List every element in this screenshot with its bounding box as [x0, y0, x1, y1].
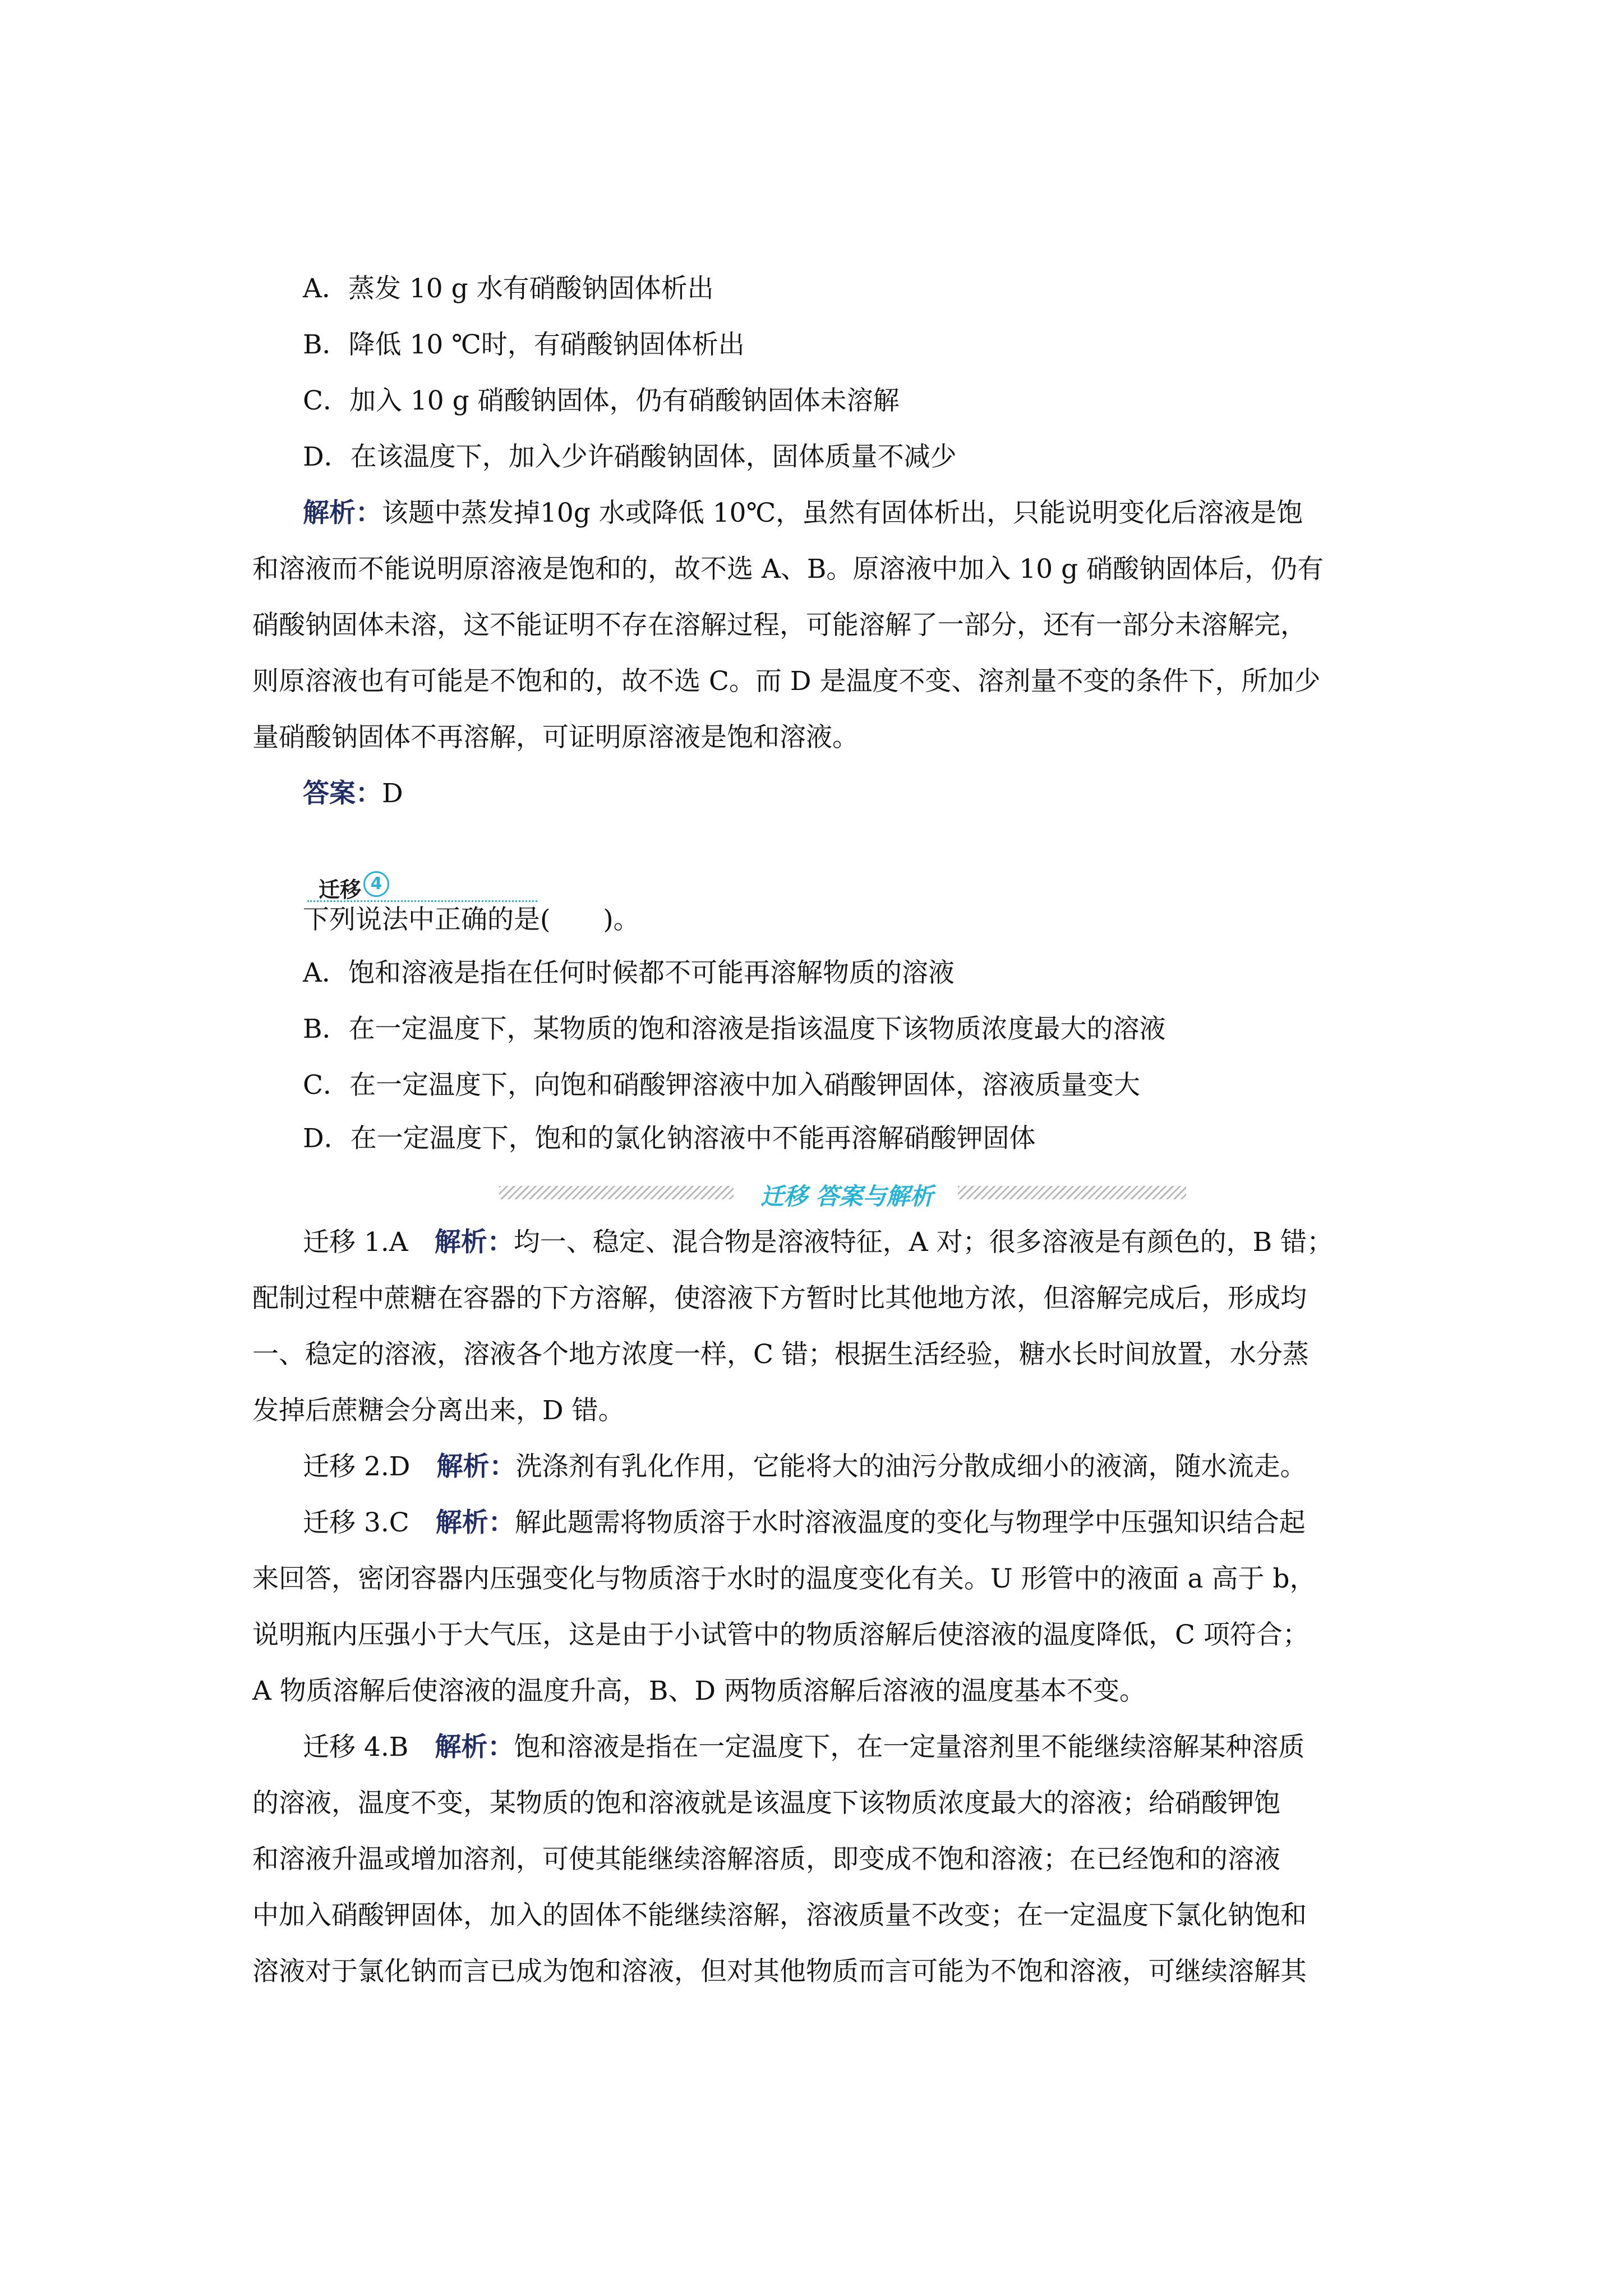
- dotted-underline: [307, 900, 537, 902]
- transfer-header-label: 迁移: [319, 877, 362, 902]
- analysis-line: 量硝酸钠固体不再溶解，可证明原溶液是饱和溶液。: [252, 722, 859, 753]
- answer-label: 迁移 2.D: [303, 1451, 411, 1482]
- answer-line: 一、稳定的溶液，溶液各个地方浓度一样，C 错；根据生活经验，糖水长时间放置，水分蒸: [252, 1339, 1309, 1370]
- answer-line: 发掉后蔗糖会分离出来，D 错。: [252, 1395, 625, 1426]
- transfer-header: [307, 872, 537, 901]
- analysis-tag: 解析：: [434, 1227, 514, 1258]
- answer-text: 解此题需将物质溶于水时溶液温度的变化与物理学中压强知识结合起: [514, 1507, 1306, 1538]
- option-a: A．蒸发 10 g 水有硝酸钠固体析出: [303, 273, 714, 304]
- analysis-text: 该题中蒸发掉10g 水或降低 10℃，虽然有固体析出，只能说明变化后溶液是饱: [382, 498, 1303, 528]
- option-c: C．加入 10 g 硝酸钠固体，仍有硝酸钠固体未溶解: [303, 385, 900, 416]
- analysis-line: 硝酸钠固体未溶，这不能证明不存在溶解过程，可能溶解了一部分，还有一部分未溶解完，: [252, 610, 1307, 641]
- analysis-first-line: [303, 496, 1303, 530]
- answer-line: 配制过程中蔗糖在容器的下方溶解，使溶液下方暂时比其他地方浓，但溶解完成后，形成均: [252, 1283, 1307, 1314]
- answer-label: 迁移 3.C: [303, 1507, 409, 1538]
- option-b: B．在一定温度下，某物质的饱和溶液是指该温度下该物质浓度最大的溶液: [303, 1014, 1166, 1045]
- answer-value: D: [382, 778, 403, 809]
- option-d: D．在一定温度下，饱和的氯化钠溶液中不能再溶解硝酸钾固体: [303, 1123, 1036, 1154]
- answer-text: 均一、稳定、混合物是溶液特征，A 对；很多溶液是有颜色的，B 错；: [513, 1227, 1334, 1258]
- banner-title: 迁移 答案与解析: [760, 1182, 934, 1210]
- analysis-tag: 解析：: [435, 1732, 514, 1763]
- answer-line: 中加入硝酸钾固体，加入的固体不能继续溶解，溶液质量不改变；在一定温度下氯化钠饱和: [252, 1900, 1307, 1931]
- option-a: A．饱和溶液是指在任何时候都不可能再溶解物质的溶液: [303, 958, 955, 988]
- answer-line: 和溶液升温或增加溶剂，可使其能继续溶解溶质，即变成不饱和溶液；在已经饱和的溶液: [252, 1844, 1280, 1875]
- option-c: C．在一定温度下，向饱和硝酸钾溶液中加入硝酸钾固体，溶液质量变大: [303, 1070, 1140, 1101]
- analysis-line: 和溶液而不能说明原溶液是饱和的，故不选 A、B。原溶液中加入 10 g 硝酸钠固体后，仍有: [252, 554, 1324, 585]
- answer-label: 迁移 1.A: [303, 1227, 408, 1258]
- answers-section-banner: [499, 1178, 1186, 1212]
- answer-line: 溶液对于氯化钠而言已成为饱和溶液，但对其他物质而言可能为不饱和溶液，可继续溶解其: [252, 1956, 1307, 1987]
- analysis-line: 则原溶液也有可能是不饱和的，故不选 C。而 D 是温度不变、溶剂量不变的条件下，所加少: [252, 666, 1321, 697]
- option-d: D．在该温度下，加入少许硝酸钠固体，固体质量不减少: [303, 441, 957, 472]
- answer-line: A 物质溶解后使溶液的温度升高，B、D 两物质溶解后溶液的温度基本不变。: [252, 1676, 1146, 1706]
- answer-label: 迁移 4.B: [303, 1732, 409, 1763]
- banner-hatch-right: [958, 1186, 1186, 1199]
- answer-line: [303, 777, 403, 811]
- answer-2-line: [303, 1450, 1306, 1484]
- transfer-header-number: 4: [363, 871, 389, 897]
- answer-4-first-line: [303, 1731, 1304, 1764]
- answer-line: 来回答，密闭容器内压强变化与物质溶于水时的温度变化有关。U 形管中的液面 a 高于 b，: [252, 1563, 1316, 1594]
- answer-tag: 答案：: [303, 778, 382, 809]
- answer-line: 说明瓶内压强小于大气压，这是由于小试管中的物质溶解后使溶液的温度降低，C 项符合；: [252, 1619, 1309, 1650]
- analysis-tag: 解析：: [435, 1507, 515, 1538]
- question-stem: 下列说法中正确的是( )。: [303, 904, 640, 935]
- banner-hatch-left: [499, 1186, 734, 1199]
- option-b: B．降低 10 ℃时，有硝酸钠固体析出: [303, 329, 745, 360]
- answer-text: 饱和溶液是指在一定温度下，在一定量溶剂里不能继续溶解某种溶质: [514, 1732, 1305, 1763]
- answer-line: 的溶液，温度不变，某物质的饱和溶液就是该温度下该物质浓度最大的溶液；给硝酸钾饱: [252, 1788, 1280, 1819]
- analysis-tag: 解析：: [303, 498, 382, 528]
- answer-text: 洗涤剂有乳化作用，它能将大的油污分散成细小的液滴，随水流走。: [515, 1451, 1307, 1482]
- analysis-tag: 解析：: [436, 1451, 516, 1482]
- answer-3-first-line: [303, 1506, 1306, 1540]
- answer-1-first-line: [303, 1226, 1333, 1259]
